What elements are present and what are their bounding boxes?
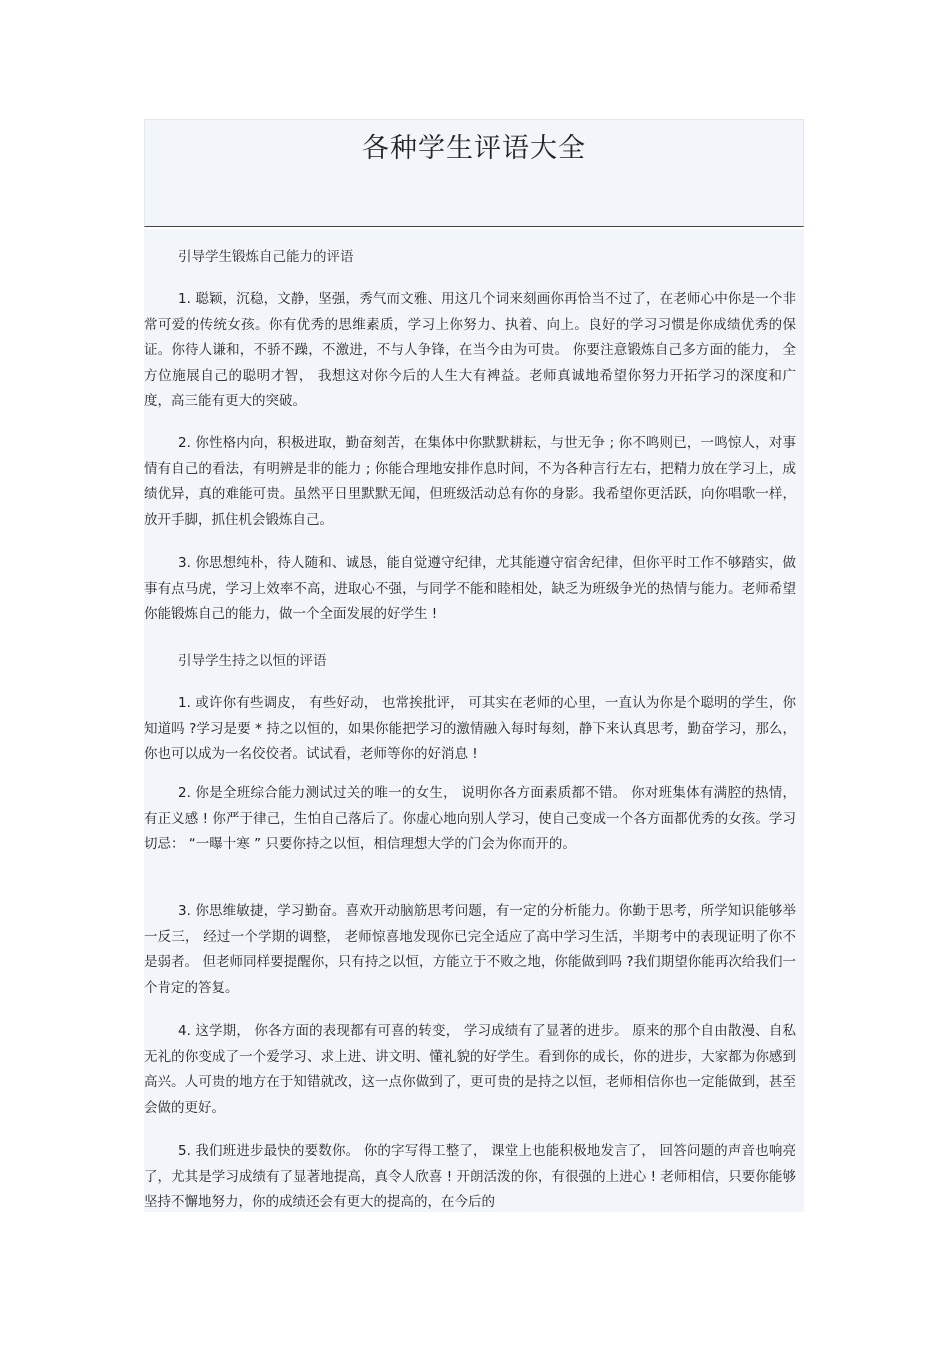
title-banner xyxy=(144,119,804,227)
paragraph: 5. 我们班进步最快的要数你。 你的字写得工整了， 课堂上也能积极地发言了， 回答问题的声音也响亮了，尤其是学习成绩有了显著地提高，真令人欣喜 ! 开朗活泼的你，有很强的上进心 ! 老师相信，只要你能够坚持不懈地努力，你的成绩还会有更大的提高的，在今后的 xyxy=(144,1143,796,1210)
paragraph: 4. 这学期， 你各方面的表现都有可喜的转变， 学习成绩有了显著的进步。 原来的那个自由散漫、自私无礼的你变成了一个爱学习、求上进、讲文明、懂礼貌的好学生。看到你的成长，你的进步，大家都为你感到高兴。人可贵的地方在于知错就改，这一点你做到了，更可贵的是持之以恒，老师相信你也一定能做到，甚至会做的更好。 xyxy=(144,1023,796,1116)
paragraph: 2. 你性格内向，积极进取，勤奋刻苦，在集体中你默默耕耘，与世无争 ; 你不鸣则已，一鸣惊人，对事情有自己的看法，有明辨是非的能力 ; 你能合理地安排作息时间，不为各种言行左右，把精力放在学习上，成绩优异，真的难能可贵。虽然平日里默默无闻，但班级活动总有你的身影。我希望你更活跃，向你唱歌一样，放开手脚，抓住机会锻炼自己。 xyxy=(144,435,796,528)
paragraph: 1. 或许你有些调皮， 有些好动， 也常挨批评， 可其实在老师的心里，一直认为你是个聪明的学生，你知道吗 ?学习是要 * 持之以恒的，如果你能把学习的激情融入每时每刻，静下来认真思考，勤奋学习，那么，你也可以成为一名佼佼者。试试看，老师等你的好消息 ! xyxy=(144,695,796,762)
document-body xyxy=(144,229,804,1212)
paragraph: 2. 你是全班综合能力测试过关的唯一的女生， 说明你各方面素质都不错。 你对班集体有满腔的热情，有正义感 ! 你严于律己，生怕自己落后了。你虚心地向别人学习，使自己变成一个各方面都优秀的女孩。学习切忌： “一曝十寒 ” 只要你持之以恒，相信理想大学的门会为你而开的。 xyxy=(144,785,796,852)
section-heading: 引导学生锻炼自己能力的评语 xyxy=(178,249,354,265)
paragraph: 1. 聪颖，沉稳，文静，坚强，秀气而文雅、用这几个词来刻画你再恰当不过了，在老师心中你是一个非常可爱的传统女孩。你有优秀的思维素质，学习上你努力、执着、向上。良好的学习习惯是你成绩优秀的保证。你待人谦和，不骄不躁，不激进，不与人争锋，在当今由为可贵。 你要注意锻炼自己多方面的能力， 全方位施展自己的聪明才智， 我想这对你今后的人生大有裨益。老师真诚地希望你努力开拓学习的深度和广度，高三能有更大的突破。 xyxy=(144,291,796,409)
section-heading: 引导学生持之以恒的评语 xyxy=(178,653,327,669)
paragraph: 3. 你思想纯朴，待人随和、诚恳，能自觉遵守纪律，尤其能遵守宿舍纪律，但你平时工作不够踏实，做事有点马虎，学习上效率不高，进取心不强，与同学不能和睦相处，缺乏为班级争光的热情与能力。老师希望你能锻炼自己的能力，做一个全面发展的好学生 ! xyxy=(144,555,796,622)
document-title: 各种学生评语大全 xyxy=(362,133,586,164)
paragraph: 3. 你思维敏捷，学习勤奋。喜欢开动脑筋思考问题，有一定的分析能力。你勤于思考，所学知识能够举一反三， 经过一个学期的调整， 老师惊喜地发现你已完全适应了高中学习生活，半期考中的表现证明了你不是弱者。 但老师同样要提醒你，只有持之以恒，方能立于不败之地，你能做到吗 ?我们期望你能再次给我们一个肯定的答复。 xyxy=(144,903,796,996)
